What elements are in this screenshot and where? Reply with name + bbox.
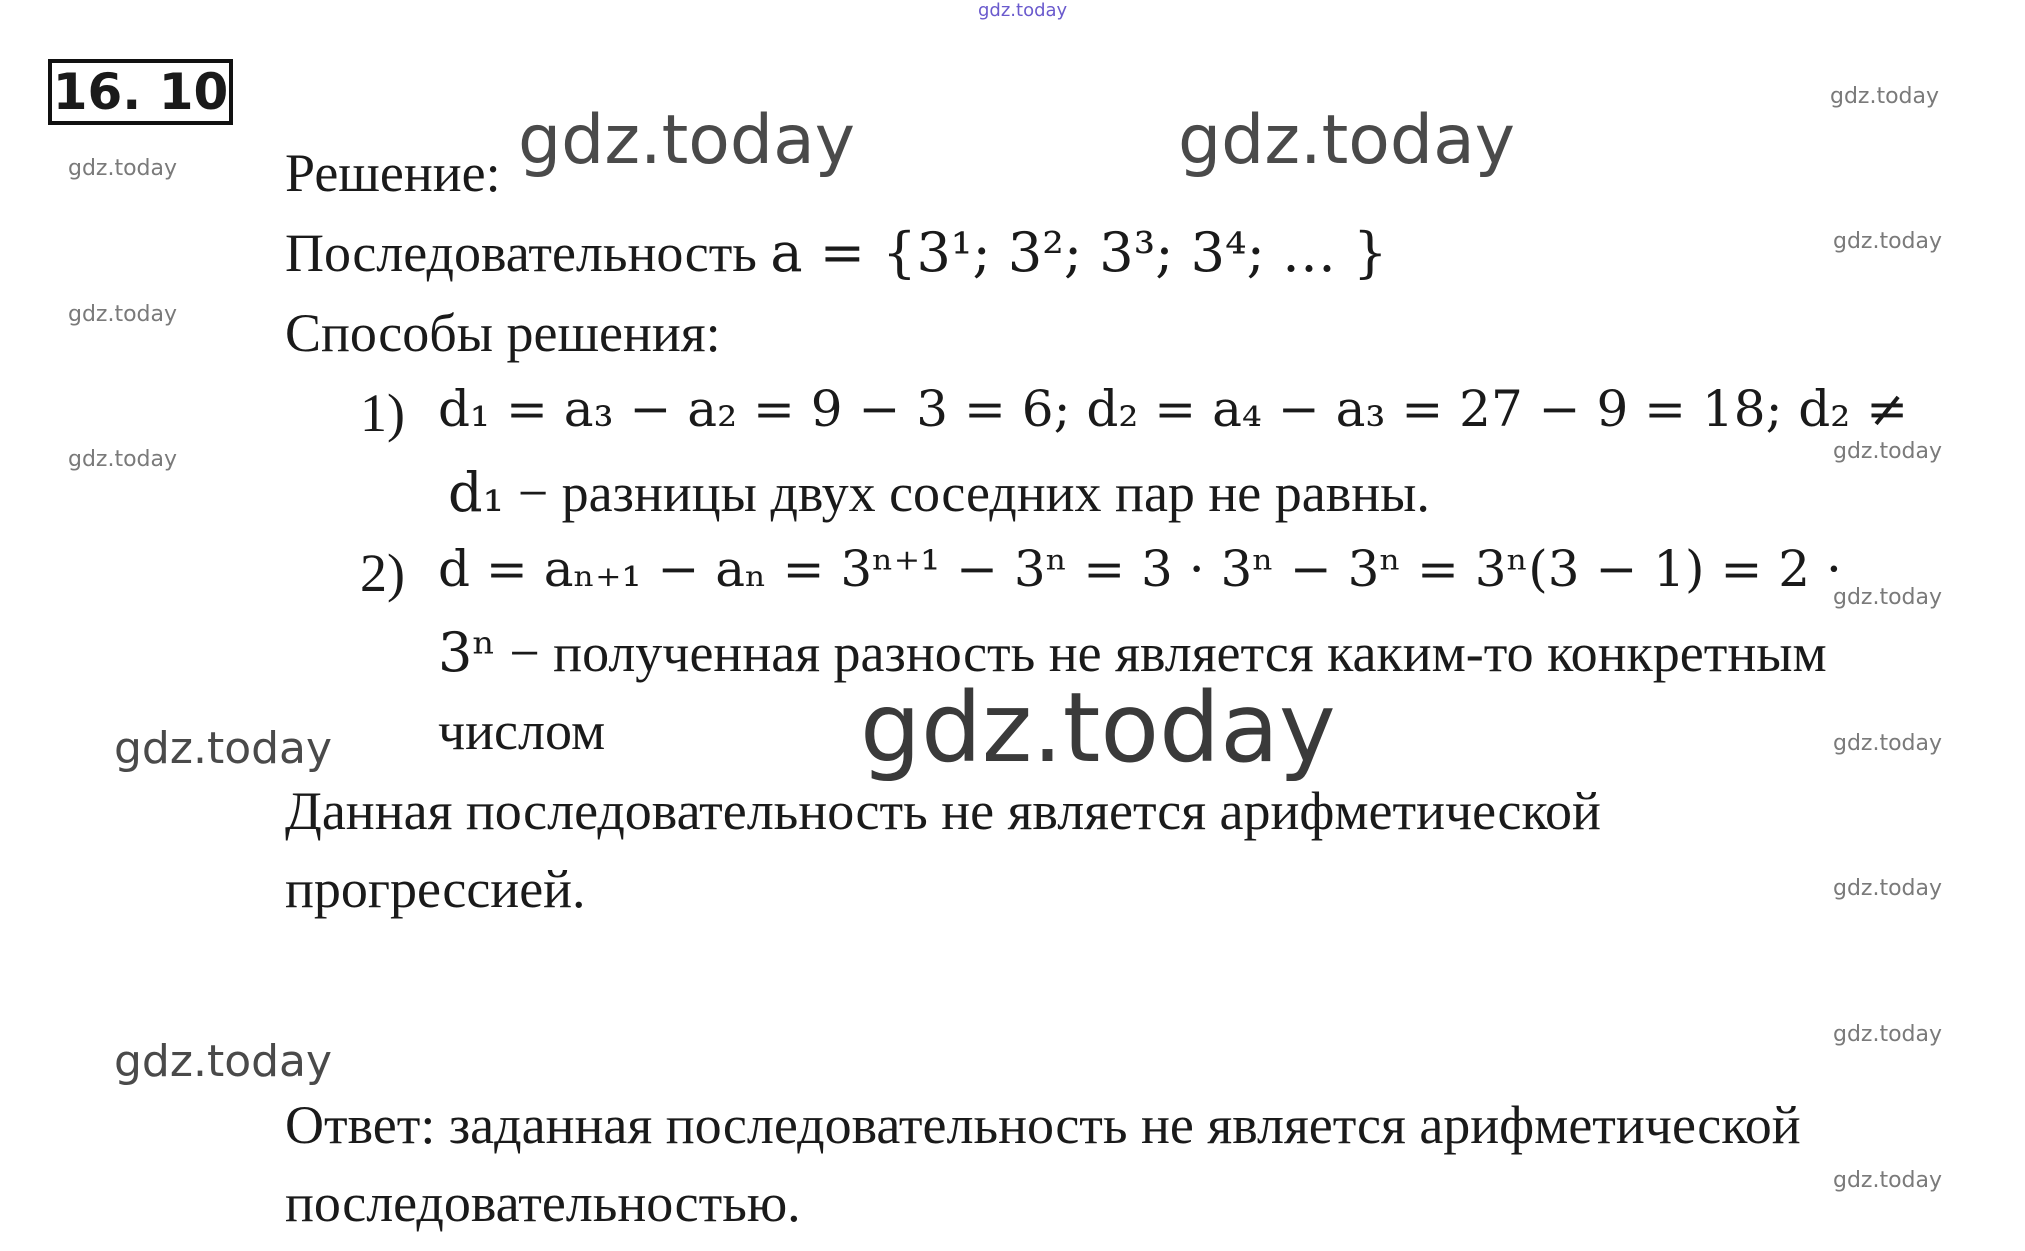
answer-line1: Ответ: заданная последовательность не является арифметической [285, 1095, 1801, 1155]
method1-formula: d₁ = a₃ − a₂ = 9 − 3 = 6; d₂ = a₄ − a₃ = 27 − 9 = 18; d₂ ≠ [438, 380, 1909, 438]
answer-line2: последовательностью. [285, 1173, 801, 1233]
watermark: gdz.today [114, 1036, 333, 1087]
problem-number: 16. 10 [48, 59, 233, 125]
watermark: gdz.today [68, 156, 178, 181]
method2-formula: d = aₙ₊₁ − aₙ = 3ⁿ⁺¹ − 3ⁿ = 3 · 3ⁿ − 3ⁿ = 3ⁿ(3 − 1) = 2 · [438, 540, 1842, 598]
method1-text: − разницы двух соседних пар не равны. [517, 463, 1430, 523]
method2-number: 2) [360, 543, 405, 603]
conclusion-line1: Данная последовательность не является арифметической [285, 781, 1601, 841]
sequence-formula: a = {3¹; 3²; 3³; 3⁴; … } [770, 221, 1388, 284]
watermark-top: gdz.today [978, 0, 1068, 21]
watermark: gdz.today [1833, 439, 1943, 464]
watermark: gdz.today [518, 101, 855, 180]
watermark: gdz.today [1830, 84, 1940, 109]
watermark: gdz.today [1833, 876, 1943, 901]
watermark: gdz.today [1833, 229, 1943, 254]
methods-label: Способы решения: [285, 303, 721, 363]
watermark: gdz.today [860, 672, 1336, 784]
watermark: gdz.today [1178, 101, 1515, 180]
watermark: gdz.today [1833, 1022, 1943, 1047]
method1-formula-part: d₁ [448, 461, 505, 524]
sequence-label: Последовательность [285, 223, 757, 283]
watermark: gdz.today [1833, 1168, 1943, 1193]
watermark: gdz.today [1833, 731, 1943, 756]
method1-line2 [448, 461, 1430, 524]
sequence-line [285, 221, 1388, 284]
watermark: gdz.today [68, 447, 178, 472]
solution-label: Решение: [285, 143, 501, 203]
method1-number: 1) [360, 383, 405, 443]
watermark: gdz.today [68, 302, 178, 327]
method2-formula-part: 3ⁿ [438, 621, 496, 684]
method2-line3: числом [438, 701, 606, 761]
watermark: gdz.today [1833, 585, 1943, 610]
watermark: gdz.today [114, 723, 333, 774]
method2-line2 [438, 621, 1827, 684]
conclusion-line2: прогрессией. [285, 859, 586, 919]
method2-text: − полученная разность не является каким-то конкретным [509, 623, 1827, 683]
